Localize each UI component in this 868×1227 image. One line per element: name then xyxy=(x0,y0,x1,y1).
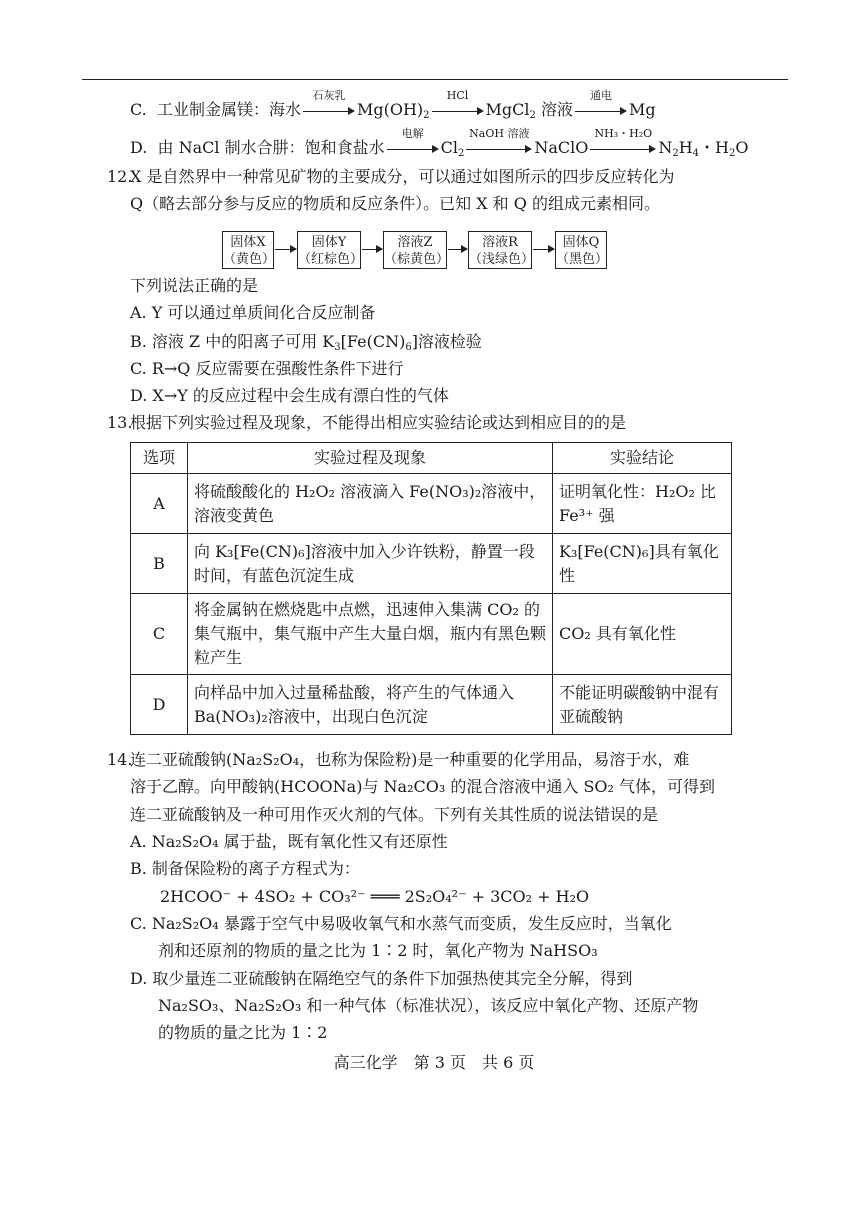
q14-number: 14. xyxy=(107,750,133,769)
flow-box-z: 溶液Z （棕黄色） xyxy=(383,231,447,269)
column-header: 实验结论 xyxy=(553,443,732,474)
reaction-arrow: NaOH 溶液 xyxy=(466,137,532,159)
table-row xyxy=(131,675,732,735)
q12-stem-line2: Q（略去部分参与反应的物质和反应条件）。已知 X 和 Q 的组成元素相同。 xyxy=(130,194,660,213)
q13-stem: 根据下列实验过程及现象，不能得出相应实验结论或达到相应目的的是 xyxy=(130,413,627,432)
q14-stem-line1: 连二亚硫酸钠(Na₂S₂O₄，也称为保险粉)是一种重要的化学用品，易溶于水，难 xyxy=(130,750,690,769)
header-rule xyxy=(82,79,788,80)
conclusion-cell: CO₂ 具有氧化性 xyxy=(553,594,732,675)
q14-option-c-line1: C. Na₂S₂O₄ 暴露于空气中易吸收氧气和水蒸气而变质，发生反应时，当氧化 xyxy=(130,914,672,933)
q14-option-d-line1: D. 取少量连二亚硫酸钠在隔绝空气的条件下加强热使其完全分解，得到 xyxy=(130,969,633,988)
column-header: 选项 xyxy=(131,443,188,474)
flow-arrow xyxy=(362,249,382,250)
table-row xyxy=(131,474,732,534)
flow-arrow xyxy=(533,249,554,250)
q14-stem-line3: 连二亚硫酸钠及一种可用作灭火剂的气体。下列有关其性质的说法错误的是 xyxy=(130,805,659,824)
page-footer: 高三化学 第 3 页 共 6 页 xyxy=(333,1053,535,1072)
q12-option-d: D. X→Y 的反应过程中会生成有漂白性的气体 xyxy=(130,386,449,405)
option-cell: D xyxy=(131,675,188,735)
q12-option-b: B. 溶液 Z 中的阳离子可用 $K_3[Fe(CN)_6]$溶液检验 xyxy=(130,332,482,353)
flow-box-r: 溶液R （浅绿色） xyxy=(468,231,532,269)
option-cell: A xyxy=(131,474,188,534)
flow-box-q: 固体Q （黑色） xyxy=(555,231,607,269)
reaction-arrow: NH₃・H₂O xyxy=(590,137,656,159)
q12-number: 12. xyxy=(107,167,133,186)
experiment-table xyxy=(130,442,732,735)
conclusion-cell: K₃[Fe(CN)₆]具有氧化性 xyxy=(553,534,732,594)
q14-option-c-line2: 剂和还原剂的物质的量之比为 1∶2 时，氧化产物为 NaHSO₃ xyxy=(158,941,598,960)
reaction-arrow: 石灰乳 xyxy=(303,99,355,121)
procedure-cell: 向 K₃[Fe(CN)₆]溶液中加入少许铁粉，静置一段时间，有蓝色沉淀生成 xyxy=(188,534,553,594)
q11-option-d: D. 由 NaCl 制水合肼：饱和食盐水 电解 $Cl_2$ NaOH 溶液 NaClO NH₃・H₂O $N_2H_4$・$H_2O$ xyxy=(130,127,749,159)
flow-arrow xyxy=(275,249,296,250)
column-header: 实验过程及现象 xyxy=(188,443,553,474)
conclusion-cell: 证明氧化性：H₂O₂ 比 Fe³⁺ 强 xyxy=(553,474,732,534)
q14-equation: 2HCOO⁻ + 4SO₂ + CO₃²⁻ ═══ 2S₂O₄²⁻ + 3CO₂ + H₂O xyxy=(160,887,590,906)
flow-arrow xyxy=(448,249,467,250)
q14-option-d-line2: Na₂SO₃、Na₂S₂O₃ 和一种气体（标准状况），该反应中氧化产物、还原产物 xyxy=(158,996,699,1015)
q12-stem-line1: X 是自然界中一种常见矿物的主要成分，可以通过如图所示的四步反应转化为 xyxy=(130,167,675,186)
q12-option-c: C. R→Q 反应需要在强酸性条件下进行 xyxy=(130,359,404,378)
conclusion-cell: 不能证明碳酸钠中混有亚硫酸钠 xyxy=(553,675,732,735)
q13-number: 13. xyxy=(107,413,133,432)
table-row xyxy=(131,594,732,675)
flow-box-x: 固体X （黄色） xyxy=(222,231,274,269)
option-cell: C xyxy=(131,594,188,675)
reaction-arrow: HCl xyxy=(432,99,484,121)
q14-option-d-line3: 的物质的量之比为 1∶2 xyxy=(158,1023,328,1042)
q14-stem-line2: 溶于乙醇。向甲酸钠(HCOONa)与 Na₂CO₃ 的混合溶液中通入 SO₂ 气体，可得到 xyxy=(130,777,716,796)
reaction-arrow: 通电 xyxy=(575,99,627,121)
procedure-cell: 向样品中加入过量稀盐酸，将产生的气体通入 Ba(NO₃)₂溶液中，出现白色沉淀 xyxy=(188,675,553,735)
flow-box-y: 固体Y （红棕色） xyxy=(297,231,361,269)
q14-option-a: A. Na₂S₂O₄ 属于盐，既有氧化性又有还原性 xyxy=(130,832,448,851)
q12-option-a: A. Y 可以通过单质间化合反应制备 xyxy=(130,303,376,322)
q14-option-b: B. 制备保险粉的离子方程式为： xyxy=(130,859,360,878)
procedure-cell: 将金属钠在燃烧匙中点燃，迅速伸入集满 CO₂ 的集气瓶中，集气瓶中产生大量白烟，瓶内有黑色颗粒产生 xyxy=(188,594,553,675)
reaction-arrow: 电解 xyxy=(387,137,439,159)
table-row xyxy=(131,534,732,594)
procedure-cell: 将硫酸酸化的 H₂O₂ 溶液滴入 Fe(NO₃)₂溶液中，溶液变黄色 xyxy=(188,474,553,534)
q11-option-c: C. 工业制金属镁：海水 石灰乳 $Mg(OH)_2$ HCl MgCl$_2$ 溶液 通电 Mg xyxy=(130,89,656,121)
table-header-row xyxy=(131,443,732,474)
q12-prompt: 下列说法正确的是 xyxy=(130,276,259,295)
option-cell: B xyxy=(131,534,188,594)
